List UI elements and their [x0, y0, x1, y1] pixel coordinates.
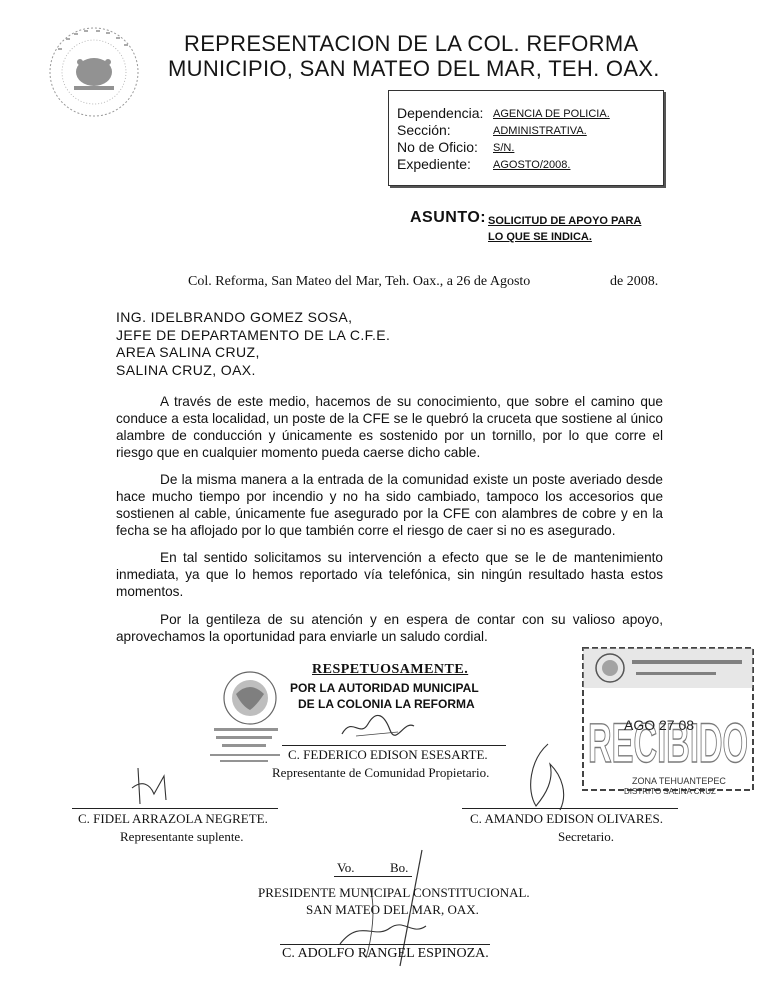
president-name: C. ADOLFO RANGEL ESPINOZA.	[282, 946, 489, 961]
asunto-label: ASUNTO	[410, 209, 481, 226]
oficio-label: No de Oficio:	[397, 139, 478, 155]
authority-line-2: DE LA COLONIA LA REFORMA	[298, 697, 475, 711]
received-stamp	[580, 644, 756, 794]
main-signer-role: Representante de Comunidad Propietario.	[272, 765, 490, 780]
right-signer-role: Secretario.	[558, 829, 614, 844]
svg-text:ZONA TEHUANTEPEC: ZONA TEHUANTEPEC	[632, 776, 726, 786]
paragraph-3: En tal sentido solicitamos su intervención a efecto que se le de mantenimiento inmediata, ya que lo hemos reportado vía telefónica, sin ningún resultado hasta estos momentos.	[116, 550, 663, 599]
right-signature-line	[462, 808, 678, 809]
seccion-label: Sección:	[397, 122, 451, 138]
official-seal-top	[44, 22, 144, 122]
left-signer-role: Representante suplente.	[120, 829, 244, 844]
recipient-area: AREA SALINA CRUZ,	[116, 344, 260, 360]
place-date-year: de 2008.	[610, 274, 659, 289]
header-line-1: REPRESENTACION DE LA COL. REFORMA	[184, 31, 639, 56]
left-signature-line	[72, 808, 278, 809]
left-signature-scribble	[128, 760, 178, 815]
authority-line-1: POR LA AUTORIDAD MUNICIPAL	[290, 681, 479, 695]
main-signature-scribble	[338, 710, 418, 749]
asunto-line-1: SOLICITUD DE APOYO PARA	[488, 215, 642, 227]
reference-box	[388, 90, 664, 186]
expediente-value: AGOSTO/2008.	[493, 159, 571, 171]
community-seal	[210, 664, 290, 774]
president-title-1: PRESIDENTE MUNICIPAL CONSTITUCIONAL.	[258, 885, 530, 900]
left-signer-name: C. FIDEL ARRAZOLA NEGRETE.	[78, 811, 268, 826]
seccion-value: ADMINISTRATIVA.	[493, 125, 587, 137]
oficio-value: S/N.	[493, 142, 515, 154]
main-signature-line	[282, 745, 506, 746]
main-signer-name: C. FEDERICO EDISON ESESARTE.	[288, 747, 488, 762]
dependencia-value: AGENCIA DE POLICIA.	[493, 108, 610, 120]
recipient-block	[116, 309, 390, 379]
recipient-city: SALINA CRUZ, OAX.	[116, 361, 256, 378]
recipient-position: JEFE DE DEPARTAMENTO DE LA C.F.E.	[116, 326, 391, 343]
president-signature-line	[280, 944, 490, 945]
paragraph-4: Por la gentileza de su atención y en espera de contar con su valioso apoyo, aprovechamos la oportunidad para enviarle un saludo cordial.	[116, 612, 663, 644]
closing-respetuosamente: RESPETUOSAMENTE.	[312, 662, 469, 677]
paragraph-1: A través de este medio, hacemos de su conocimiento, que sobre el camino que conduce a esta localidad, un poste de la CFE se le quebró la cruceta que sostiene al único alambre de conducción y únicamente es sostenido por un tornillo, por lo que corre el riesgo que en cualquier momento pueda caerse dicho cable.	[116, 394, 663, 460]
dependencia-label: Dependencia:	[397, 105, 484, 121]
place-date: Col. Reforma, San Mateo del Mar, Teh. Oax., a 26 de Agosto	[188, 274, 531, 289]
right-signer-name: C. AMANDO EDISON OLIVARES.	[470, 811, 663, 826]
header-line-2: MUNICIPIO, SAN MATEO DEL MAR, TEH. OAX.	[168, 56, 660, 81]
expediente-label: Expediente:	[397, 156, 471, 172]
vobo-vo: Vo.	[337, 860, 355, 875]
president-title-2: SAN MATEO DEL MAR, OAX.	[306, 902, 479, 917]
asunto-block: ASUNTO:	[410, 209, 487, 226]
svg-text:AGO 27 08: AGO 27 08	[624, 717, 695, 733]
vobo-bo: Bo.	[390, 860, 409, 875]
recipient-name: ING. IDELBRANDO GOMEZ SOSA,	[116, 309, 353, 325]
svg-text:DISTRITO SALINA CRUZ: DISTRITO SALINA CRUZ	[624, 787, 716, 794]
asunto-line-2: LO QUE SE INDICA.	[488, 231, 592, 243]
svg-text:RECIBIDO: RECIBIDO	[588, 711, 748, 774]
paragraph-2: De la misma manera a la entrada de la comunidad existe un poste averiado desde hace mucho tiempo por incendio y no ha sido cambiado, tampoco los accesorios que sostienen al cable, únicamente fue asegurado por la CFE con alambres de cobre y en la fecha se ha aflojado por lo que también corre el riesgo de caer si no es asegurado.	[116, 472, 663, 538]
